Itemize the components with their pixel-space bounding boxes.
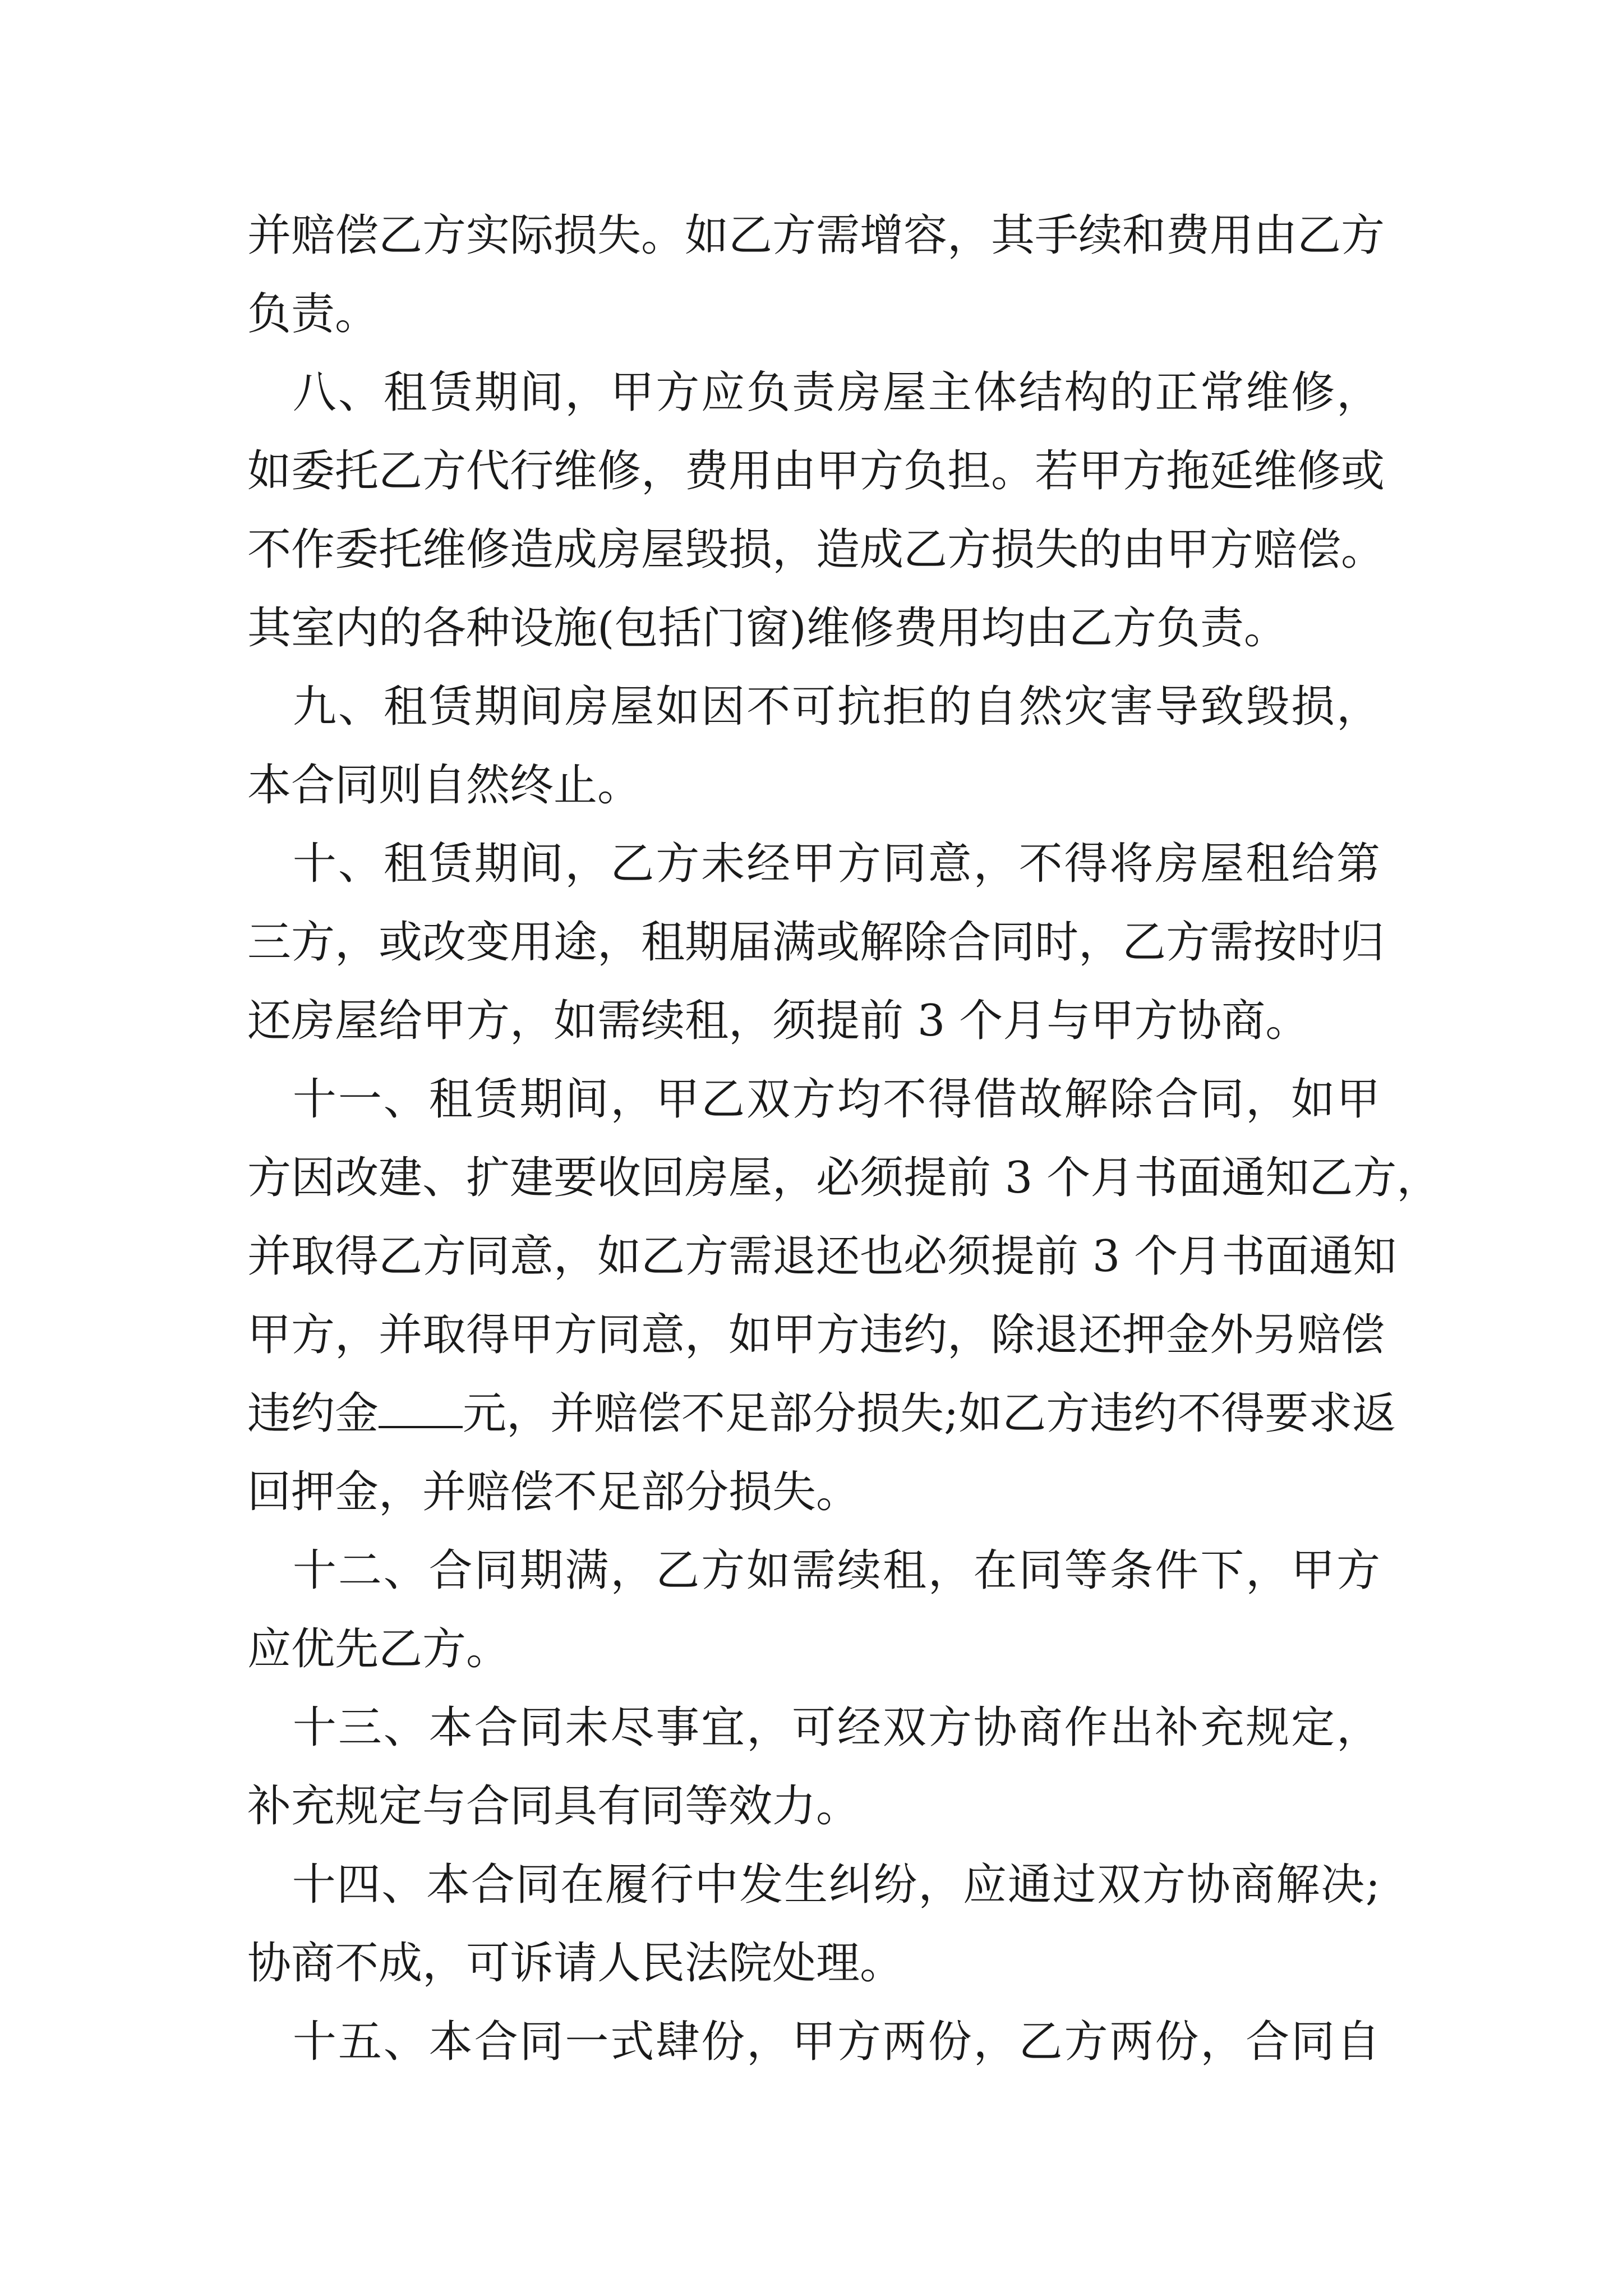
penalty-label: 违约金	[247, 1388, 379, 1439]
clause-12-line-1: 十二、合同期满，乙方如需续租，在同等条件下，甲方	[247, 1545, 1380, 1596]
clause-10-line-3: 还房屋给甲方，如需续租，须提前 3 个月与甲方协商。	[247, 996, 1310, 1046]
clause-8-line-2: 如委托乙方代行维修，费用由甲方负担。若甲方拖延维修或	[247, 446, 1385, 496]
clause-11-line-6: 回押金，并赔偿不足部分损失。	[247, 1467, 860, 1517]
clause-10-line-2: 三方，或改变用途，租期届满或解除合同时，乙方需按时归	[247, 917, 1385, 968]
penalty-amount-blank	[379, 1391, 463, 1428]
clause-14-line-2: 协商不成，可诉请人民法院处理。	[247, 1938, 904, 1989]
penalty-text: 元，并赔偿不足部分损失;如乙方违约不得要求返	[463, 1388, 1396, 1439]
clause-9-line-1: 九、租赁期间房屋如因不可抗拒的自然灾害导致毁损，	[247, 682, 1380, 732]
clause-12-line-2: 应优先乙方。	[247, 1624, 510, 1674]
clause-11-line-5	[247, 1386, 1396, 1442]
clause-11-line-2: 方因改建、扩建要收回房屋，必须提前 3 个月书面通知乙方，	[247, 1153, 1441, 1203]
text-line-1: 并赔偿乙方实际损失。如乙方需增容，其手续和费用由乙方	[247, 210, 1385, 261]
clause-14-line-1: 十四、本合同在履行中发生纠纷，应通过双方协商解决;	[247, 1860, 1380, 1910]
clause-8-line-1: 八、租赁期间，甲方应负责房屋主体结构的正常维修，	[247, 367, 1380, 418]
clause-11-line-4: 甲方，并取得甲方同意，如甲方违约，除退还押金外另赔偿	[247, 1310, 1385, 1360]
clause-13-line-1: 十三、本合同未尽事宜，可经双方协商作出补充规定，	[247, 1703, 1380, 1753]
text-line-2: 负责。	[247, 289, 379, 339]
clause-10-line-1: 十、租赁期间，乙方未经甲方同意，不得将房屋租给第	[247, 839, 1380, 889]
clause-9-line-2: 本合同则自然终止。	[247, 760, 642, 811]
clause-8-line-3: 不作委托维修造成房屋毁损，造成乙方损失的由甲方赔偿。	[247, 524, 1385, 575]
clause-11-line-3: 并取得乙方同意，如乙方需退还也必须提前 3 个月书面通知	[247, 1231, 1397, 1282]
clause-13-line-2: 补充规定与合同具有同等效力。	[247, 1781, 860, 1832]
clause-11-line-1: 十一、租赁期间，甲乙双方均不得借故解除合同，如甲	[247, 1074, 1380, 1125]
clause-8-line-4: 其室内的各种设施(包括门窗)维修费用均由乙方负责。	[247, 603, 1288, 654]
clause-15-line-1: 十五、本合同一式肆份，甲方两份，乙方两份，合同自	[247, 2017, 1380, 2067]
